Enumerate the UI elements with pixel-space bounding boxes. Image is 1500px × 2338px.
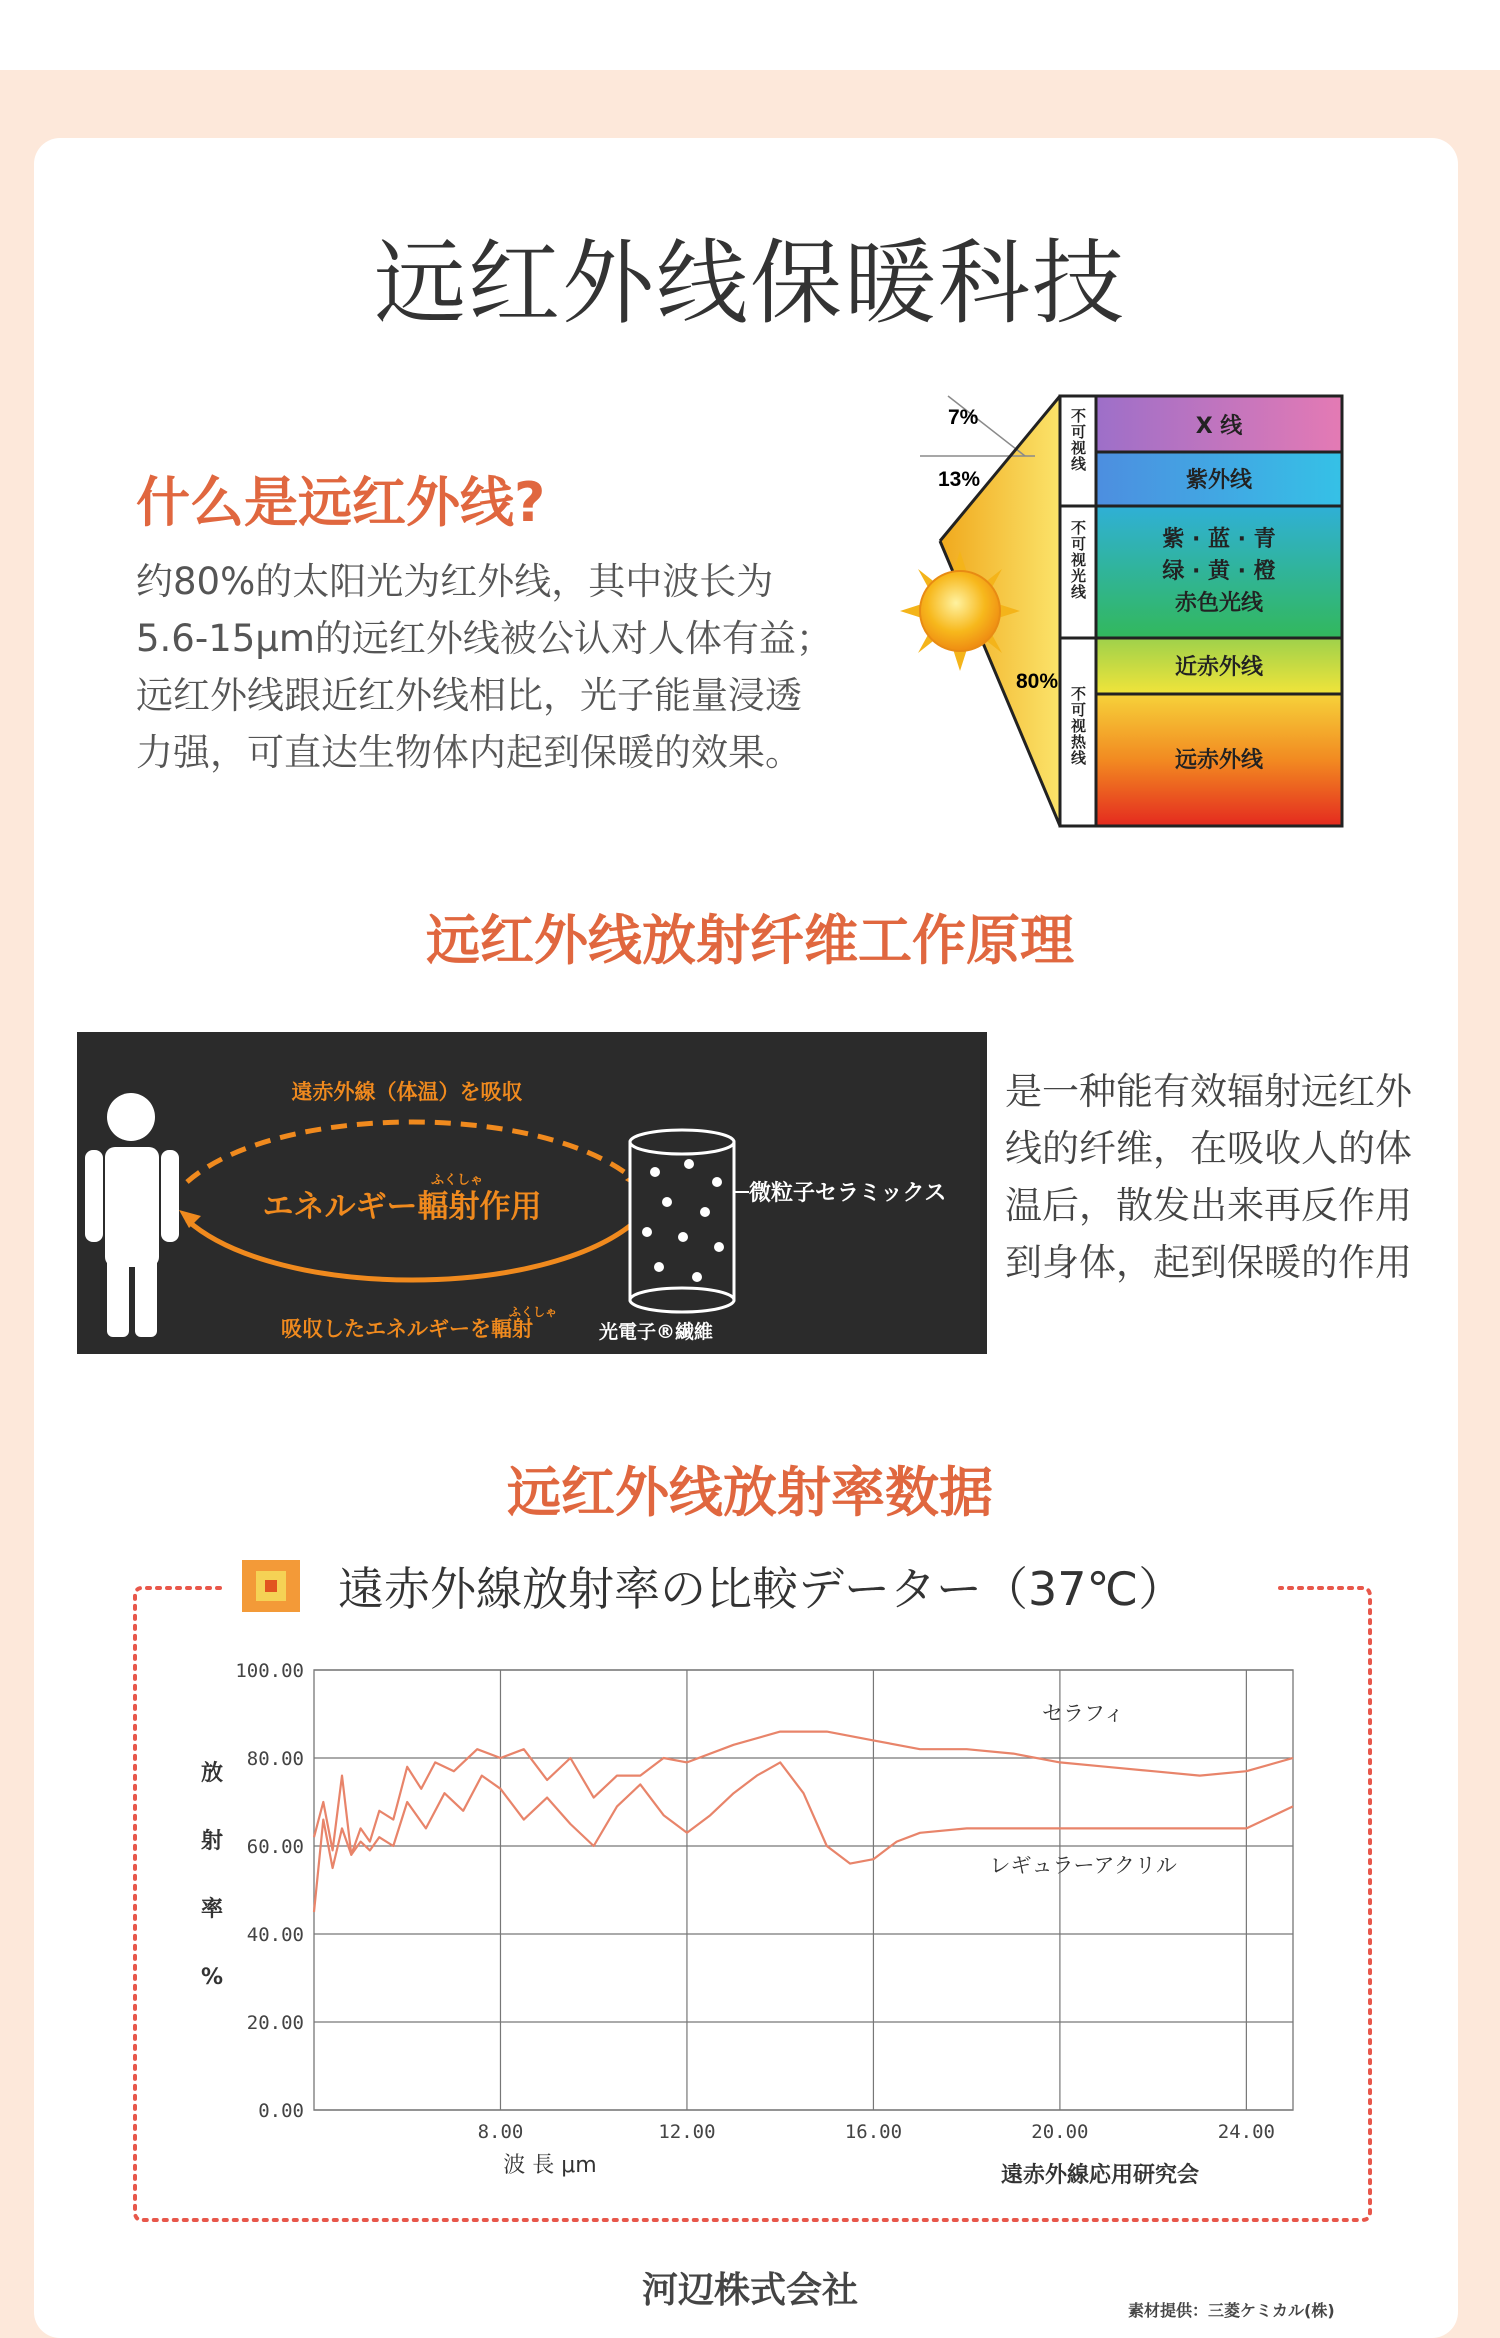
y-tick-label: 100.00 <box>235 1660 304 1682</box>
pct-13: 13% <box>938 468 981 491</box>
diagram-center-text: エネルギー輻射作用 <box>262 1189 542 1225</box>
intro-line: 力强，可直达生物体内起到保暖的效果。 <box>136 731 802 774</box>
sun-icon <box>920 571 1000 651</box>
principle-line: 线的纤维，在吸收人的体 <box>1005 1127 1412 1170</box>
x-tick-label: 16.00 <box>844 2121 903 2143</box>
material-credit: 素材提供：三菱ケミカル(株) <box>1128 2301 1335 2320</box>
y-tick-label: 0.00 <box>258 2100 304 2122</box>
band-label-uv: 紫外线 <box>1185 468 1253 493</box>
y-tick-label: 40.00 <box>246 1924 304 1946</box>
band-label-near-ir: 近赤外线 <box>1174 655 1264 680</box>
chart-source-label: 遠赤外線応用研究会 <box>1000 2163 1200 2188</box>
principle-description <box>1005 1063 1465 1291</box>
pct-7: 7% <box>948 406 979 429</box>
plot-border <box>314 1670 1293 2110</box>
y-tick-label: 20.00 <box>246 2012 304 2034</box>
principle-line: 是一种能有效辐射远红外 <box>1005 1070 1412 1113</box>
intro-paragraph <box>136 553 876 781</box>
series-label-1: セラフィ <box>1042 1701 1125 1726</box>
side-label-invisible: 不可视线 <box>1069 408 1087 472</box>
intro-line: 5.6-15μm的远红外线被公认对人体有益； <box>136 617 833 660</box>
x-tick-label: 24.00 <box>1217 2121 1275 2143</box>
x-tick-label: 12.00 <box>658 2121 716 2143</box>
band-label-far-ir: 远赤外线 <box>1174 748 1264 773</box>
y-tick-label: 80.00 <box>246 1748 304 1770</box>
y-axis-label-char-4: % <box>200 1965 224 1990</box>
side-label-heat: 不可视热线 <box>1069 686 1087 766</box>
principle-line: 到身体，起到保暖的作用 <box>1005 1241 1412 1284</box>
principle-line: 温后，散发出来再反作用 <box>1005 1184 1412 1227</box>
band-label-visible-3: 赤色光线 <box>1174 591 1264 616</box>
band-label-visible-1: 紫 · 蓝 · 青 <box>1162 527 1276 552</box>
band-label-visible-2: 绿 · 黄 · 橙 <box>1162 559 1276 584</box>
y-tick-label: 60.00 <box>246 1836 304 1858</box>
section-heading-emissivity: 远红外线放射率数据 <box>507 1461 993 1524</box>
diagram-ruby-2: ふくしゃ <box>508 1305 558 1319</box>
fiber-label: 微粒子セラミックス <box>749 1181 947 1206</box>
x-axis-label: 波 長 μm <box>503 2153 597 2178</box>
emissivity-chart <box>130 1540 1380 2240</box>
pct-80: 80% <box>1016 670 1059 693</box>
band-label-xray: X 线 <box>1195 414 1243 439</box>
intro-line: 约80%的太阳光为红外线，其中波长为 <box>136 560 774 603</box>
intro-line: 远红外线跟近红外线相比，光子能量浸透 <box>136 674 802 717</box>
page-title: 远红外线保暖科技 <box>373 230 1126 337</box>
fiber-cylinder-icon <box>630 1130 734 1312</box>
section-heading-what-is: 什么是远红外线? <box>136 471 546 534</box>
plot-area <box>235 1660 1293 2143</box>
top-strip <box>0 0 1500 70</box>
fiber-caption: 光電子®繊維 <box>599 1321 714 1343</box>
diagram-ruby-1: ふくしゃ <box>430 1173 484 1188</box>
section-heading-principle: 远红外线放射纤维工作原理 <box>426 909 1074 972</box>
series-label-2: レギュラーアクリル <box>989 1853 1177 1878</box>
company-name: 河辺株式会社 <box>641 2270 858 2311</box>
chart-title: 遠赤外線放射率の比較データー（37℃） <box>338 1562 1185 1616</box>
y-axis-label-char-1: 放 <box>200 1761 224 1786</box>
y-axis-label-char-2: 射 <box>200 1829 224 1854</box>
diagram-top-text: 遠赤外線（体温）を吸収 <box>291 1080 523 1104</box>
fiber-principle-diagram <box>77 1032 987 1354</box>
diagram-bottom-text: 吸収したエネルギーを輻射 <box>281 1317 533 1341</box>
x-tick-label: 20.00 <box>1031 2121 1089 2143</box>
x-tick-label: 8.00 <box>477 2121 524 2143</box>
y-axis-label-char-3: 率 <box>200 1897 224 1922</box>
spectrum-diagram <box>870 386 1370 836</box>
side-label-visible: 不可视光线 <box>1069 520 1087 600</box>
